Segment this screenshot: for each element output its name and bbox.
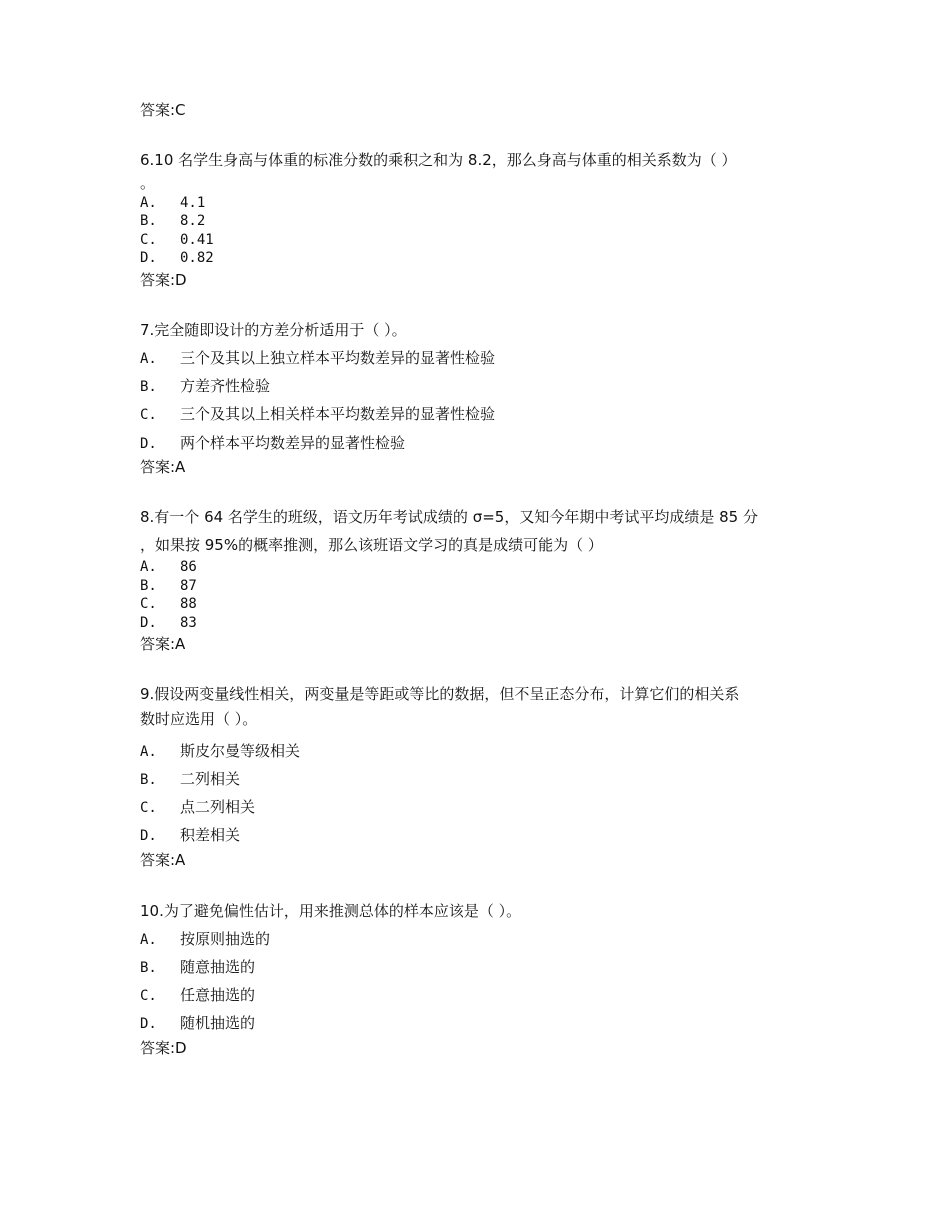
- question-8-option-d: [140, 614, 197, 632]
- option-letter: D.: [140, 828, 157, 844]
- option-text: 任意抽选的: [180, 986, 256, 1004]
- question-6-stem-cont: 。: [140, 174, 156, 192]
- option-letter: C.: [140, 407, 157, 423]
- option-text: 随机抽选的: [180, 1014, 256, 1032]
- question-10-answer: 答案:D: [140, 1039, 187, 1057]
- option-text: 积差相关: [180, 826, 241, 844]
- question-10-option-b: [140, 958, 255, 977]
- question-7-stem: 7.完全随即设计的方差分析适用于（ ）。: [140, 321, 407, 339]
- question-9-stem-cont: 数时应选用（ ）。: [140, 710, 258, 728]
- option-text: 按原则抽选的: [180, 930, 271, 948]
- question-7-option-a: [140, 349, 495, 368]
- question-9-option-d: [140, 826, 240, 845]
- answer-5: 答案:C: [140, 101, 186, 119]
- question-6-option-d: [140, 249, 214, 267]
- option-text: 0.82: [180, 250, 214, 266]
- option-letter: D.: [140, 1016, 157, 1032]
- option-letter: C.: [140, 988, 157, 1004]
- question-7-option-d: [140, 434, 405, 453]
- question-9-option-b: [140, 770, 240, 789]
- option-letter: B.: [140, 379, 157, 395]
- question-6-option-a: [140, 194, 205, 212]
- question-6-stem: 6.10 名学生身高与体重的标准分数的乘积之和为 8.2，那么身高与体重的相关系数为（ ）: [140, 151, 737, 169]
- question-8-option-a: [140, 558, 197, 576]
- question-6-option-c: [140, 231, 214, 249]
- question-10-option-d: [140, 1014, 255, 1033]
- option-text: 三个及其以上独立样本平均数差异的显著性检验: [180, 349, 496, 367]
- option-letter: B.: [140, 213, 157, 229]
- option-text: 方差齐性检验: [180, 377, 271, 395]
- option-letter: B.: [140, 960, 157, 976]
- option-letter: A.: [140, 744, 157, 760]
- option-text: 83: [180, 615, 197, 631]
- option-letter: C.: [140, 800, 157, 816]
- question-7-option-c: [140, 405, 495, 424]
- question-7-answer: 答案:A: [140, 458, 186, 476]
- option-letter: B.: [140, 578, 157, 594]
- option-letter: C.: [140, 596, 157, 612]
- question-8-stem: 8.有一个 64 名学生的班级，语文历年考试成绩的 σ=5，又知今年期中考试平均成绩是 85 分: [140, 508, 758, 526]
- option-text: 88: [180, 596, 197, 612]
- option-letter: A.: [140, 559, 157, 575]
- option-text: 点二列相关: [180, 798, 256, 816]
- option-letter: A.: [140, 351, 157, 367]
- option-text: 随意抽选的: [180, 958, 256, 976]
- question-8-option-b: [140, 577, 197, 595]
- question-8-answer: 答案:A: [140, 635, 186, 653]
- option-text: 87: [180, 578, 197, 594]
- question-10-option-c: [140, 986, 255, 1005]
- option-text: 86: [180, 559, 197, 575]
- option-letter: C.: [140, 232, 157, 248]
- question-9-option-a: [140, 742, 300, 761]
- question-7-option-b: [140, 377, 270, 396]
- option-letter: A.: [140, 932, 157, 948]
- question-10-option-a: [140, 930, 270, 949]
- option-text: 0.41: [180, 232, 214, 248]
- question-9-option-c: [140, 798, 255, 817]
- option-letter: D.: [140, 615, 157, 631]
- question-8-option-c: [140, 595, 197, 613]
- option-text: 二列相关: [180, 770, 241, 788]
- option-text: 斯皮尔曼等级相关: [180, 742, 301, 760]
- option-letter: D.: [140, 436, 157, 452]
- option-text: 8.2: [180, 213, 206, 229]
- question-10-stem: 10.为了避免偏性估计，用来推测总体的样本应该是（ ）。: [140, 902, 522, 920]
- option-letter: A.: [140, 195, 157, 211]
- question-6-option-b: [140, 212, 205, 230]
- option-letter: B.: [140, 772, 157, 788]
- question-8-stem-cont: ，如果按 95%的概率推测，那么该班语文学习的真是成绩可能为（ ）: [140, 536, 603, 554]
- question-9-answer: 答案:A: [140, 851, 186, 869]
- option-text: 两个样本平均数差异的显著性检验: [180, 434, 406, 452]
- question-6-answer: 答案:D: [140, 271, 187, 289]
- option-text: 三个及其以上相关样本平均数差异的显著性检验: [180, 405, 496, 423]
- option-text: 4.1: [180, 195, 206, 211]
- option-letter: D.: [140, 250, 157, 266]
- question-9-stem: 9.假设两变量线性相关，两变量是等距或等比的数据，但不呈正态分布，计算它们的相关系: [140, 685, 740, 703]
